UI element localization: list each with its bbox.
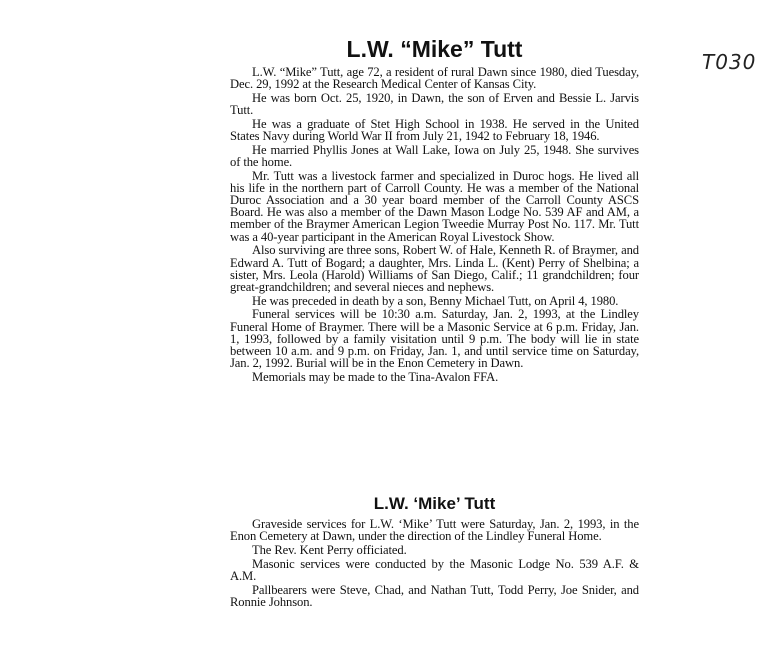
obituary-title: L.W. “Mike” Tutt <box>346 36 523 62</box>
paragraph: Funeral services will be 10:30 a.m. Saturday, Jan. 2, 1993, at the Lindley Funeral Home of Braymer. There will be a Masonic Service at 6 p.m. Friday, Jan. 1, 1993, followed by a family visitation until 9 p.m. The body will lie in state between 10 a.m. and 9 p.m. on Friday, Jan. 1, and until service time on Saturday, Jan. 2, 1992. Burial will be in the Enon Cemetery in Dawn. <box>230 307 639 371</box>
paragraph: He was born Oct. 25, 1920, in Dawn, the son of Erven and Bessie L. Jarvis Tutt. <box>230 90 639 118</box>
paragraph: He was preceded in death by a son, Benny Michael Tutt, on April 4, 1980. <box>252 293 619 308</box>
graveside-notice-body <box>230 518 639 609</box>
paragraph: Graveside services for L.W. ‘Mike’ Tutt were Saturday, Jan. 2, 1993, in the Enon Cemetery at Dawn, under the direction of the Lindley Funeral Home. <box>230 517 639 544</box>
graveside-notice-title: L.W. ‘Mike’ Tutt <box>373 494 496 513</box>
paragraph: Also surviving are three sons, Robert W. of Hale, Kenneth R. of Braymer, and Edward A. Tutt of Bogard; a daughter, Mrs. Linda L. (Kent) Perry of Shelbina; a sister, Mrs. Leola (Harold) Williams of San Diego, Calif.; 11 grandchildren; four great-grandchildren; and several nieces and nephews. <box>230 243 639 294</box>
paragraph: He married Phyllis Jones at Wall Lake, Iowa on July 25, 1948. She survives of the home. <box>230 142 639 169</box>
paragraph: Masonic services were conducted by the Masonic Lodge No. 539 A.F. & A.M. <box>230 556 639 583</box>
paragraph: L.W. “Mike” Tutt, age 72, a resident of rural Dawn since 1980, died Tuesday, Dec. 29, 1992 at the Research Medical Center of Kansas City. <box>230 65 639 92</box>
paragraph: The Rev. Kent Perry officiated. <box>252 542 407 557</box>
handwritten-annotation: T030 <box>702 50 757 74</box>
paragraph: He was a graduate of Stet High School in 1938. He served in the United States Navy during World War II from July 21, 1942 to February 18, 1946. <box>230 116 639 144</box>
paragraph: Memorials may be made to the Tina-Avalon FFA. <box>252 369 499 384</box>
paragraph: Pallbearers were Steve, Chad, and Nathan Tutt, Todd Perry, Joe Snider, and Ronnie Johnson. <box>230 582 639 609</box>
obituary-body <box>230 66 639 385</box>
paragraph: Mr. Tutt was a livestock farmer and specialized in Duroc hogs. He lived all his life in the northern part of Carroll County. He was a member of the National Duroc Association and a 30 year board member of the Carroll County ASCS Board. He was also a member of the Dawn Mason Lodge No. 539 AF and AM, a member of the Braymer American Legion Tweedie Murray Post No. 117. Mr. Tutt was a 40-year participant in the American Royal Livestock Show. <box>230 168 639 244</box>
